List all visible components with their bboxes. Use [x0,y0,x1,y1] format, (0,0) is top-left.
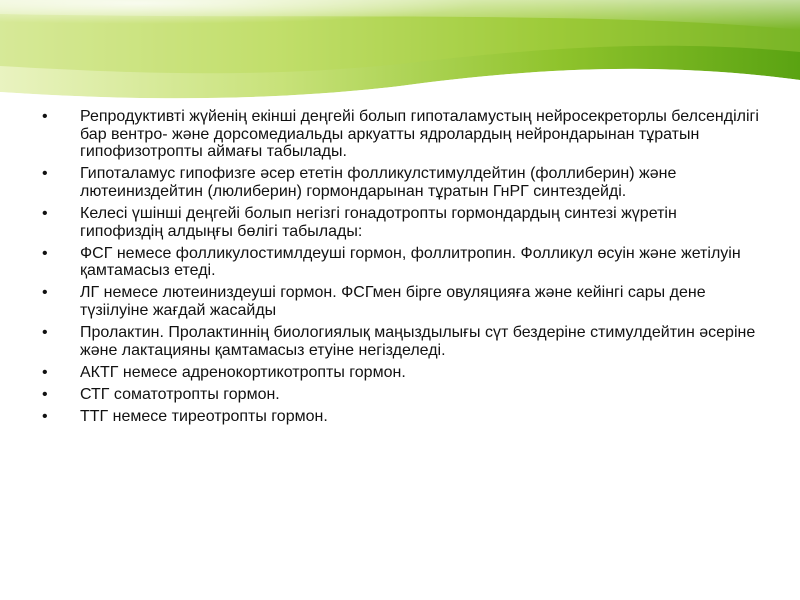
list-item-text: ФСГ немесе фолликулостимлдеуші гормон, фоллитропин. Фолликул өсуін және жетілуін қамтамасыз етеді. [80,244,741,280]
list-item [42,386,762,404]
header-swoosh-decoration [0,0,800,105]
list-item-text: Гипоталамус гипофизге әсер ететін фолликулстимулдейтин (фоллиберин) және лютеиниздейтин (люлиберин) гормондарынан тұратын ГнРГ синтездейді. [80,165,677,200]
bullet-marker: • [42,363,48,381]
bullet-marker: • [42,165,48,183]
list-item-text: Пролактин. Пролактиннің биологиялық маңыздылығы сүт бездеріне стимулдейтин әсеріне және лактацияны қамтамасыз етуіне негізделеді. [80,324,756,359]
list-item [42,364,762,382]
list-item-text: ТТГ немесе тиреотропты гормон. [80,407,328,425]
bullet-marker: • [42,284,48,302]
bullet-marker: • [42,407,48,425]
list-item [42,205,762,240]
list-item [42,284,762,319]
list-item [42,108,762,161]
list-item [42,324,762,359]
list-item [42,245,762,280]
list-item-text: Репродуктивті жүйенің екінші деңгейі болып гипоталамустың нейросекреторлы белсенділігі бар вентро- және дорсомедиальды аркуатты ядролардың нейрондарынан тұратын гипофизотропты аймағы табылады. [80,108,759,161]
list-item [42,408,762,426]
bullet-list [42,108,762,430]
list-item [42,165,762,200]
bullet-marker: • [42,244,48,262]
bullet-marker: • [42,385,48,403]
bullet-marker: • [42,204,48,222]
bullet-marker: • [42,324,48,342]
list-item-text: ЛГ немесе лютеиниздеуші гормон. ФСГмен бірге овуляцияға және кейінгі сары дене түзіілуіне жағдай жасайды [80,284,706,319]
bullet-marker: • [42,108,48,125]
list-item-text: СТГ соматотропты гормон. [80,385,280,403]
list-item-text: Келесі үшінші деңгейі болып негізгі гонадотропты гормондардың синтезі жүретін гипофиздің алдыңғы бөлігі табылады: [80,204,677,240]
list-item-text: АКТГ немесе адренокортикотропты гормон. [80,363,406,381]
